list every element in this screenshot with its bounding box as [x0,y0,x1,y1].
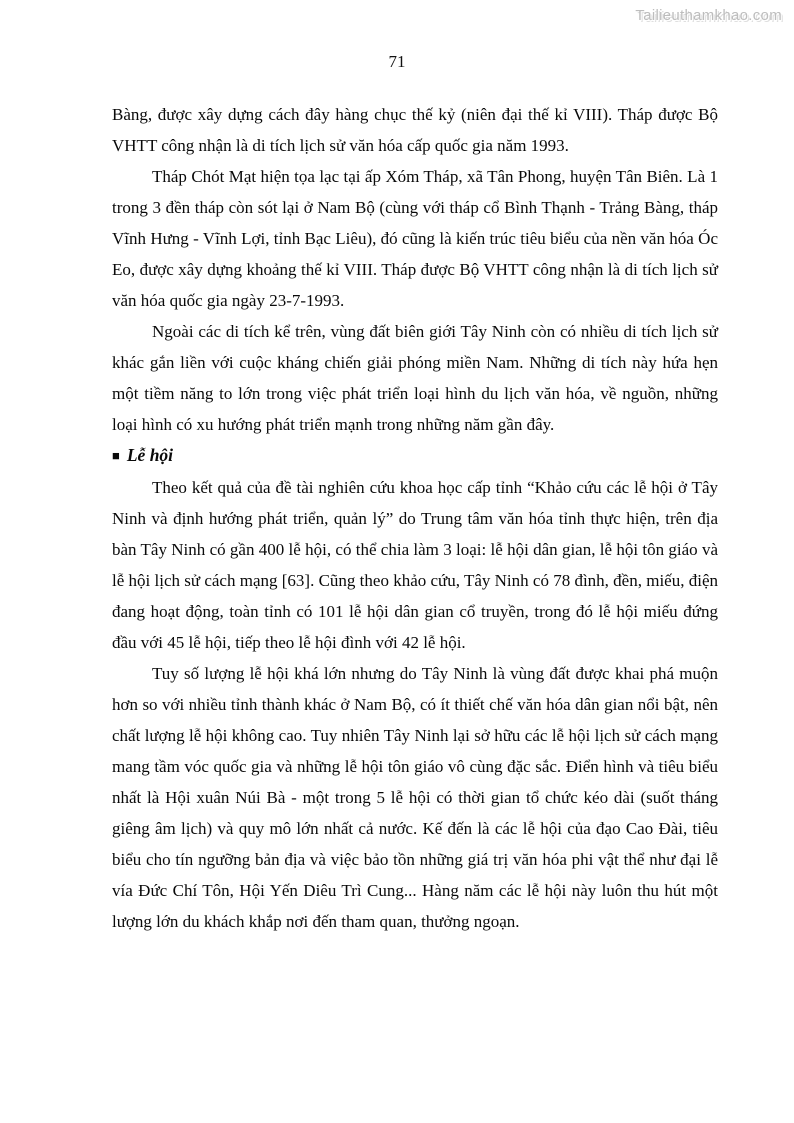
section-heading-text: Lễ hội [126,445,174,465]
paragraph: Bàng, được xây dựng cách đây hàng chục thế kỷ (niên đại thế kỉ VIII). Tháp được Bộ VHTT công nhận là di tích lịch sử văn hóa cấp quốc gia năm 1993. [112,105,718,155]
paragraph: Tuy số lượng lễ hội khá lớn nhưng do Tây Ninh là vùng đất được khai phá muộn hơn so với nhiều tỉnh thành khác ở Nam Bộ, có ít thiết chế văn hóa dân gian nổi bật, nên chất lượng lễ hội không cao. Tuy nhiên Tây Ninh lại sở hữu các lễ hội lịch sử cách mạng mang tầm vóc quốc gia và những lễ hội tôn giáo vô cùng đặc sắc. Điển hình và tiêu biểu nhất là Hội xuân Núi Bà - một trong 5 lễ hội có thời gian tổ chức kéo dài (suốt tháng giêng âm lịch) và quy mô lớn nhất cả nước. Kế đến là các lễ hội của đạo Cao Đài, tiêu biểu cho tín ngưỡng bản địa và việc bảo tồn những giá trị văn hóa phi vật thể như đại lễ vía Đức Chí Tôn, Hội Yến Diêu Trì Cung... Hàng năm các lễ hội này luôn thu hút một lượng lớn du khách khắp nơi đến tham quan, thưởng ngoạn. [112,664,718,931]
square-bullet-icon: ■ [112,448,120,463]
paragraph: Tháp Chót Mạt hiện tọa lạc tại ấp Xóm Tháp, xã Tân Phong, huyện Tân Biên. Là 1 trong 3 đền tháp còn sót lại ở Nam Bộ (cùng với tháp cổ Bình Thạnh - Trảng Bàng, tháp Vĩnh Hưng - Vĩnh Lợi, tỉnh Bạc Liêu), đó cũng là kiến trúc tiêu biểu của nền văn hóa Óc Eo, được xây dựng khoảng thế kỉ VIII. Tháp được Bộ VHTT công nhận là di tích lịch sử văn hóa quốc gia ngày 23-7-1993. [112,167,718,310]
page-number: 71 [388,52,406,71]
site-watermark: Tailieuthamkhao.com [635,7,782,24]
paragraph: Theo kết quả của đề tài nghiên cứu khoa học cấp tỉnh “Khảo cứu các lễ hội ở Tây Ninh và định hướng phát triển, quản lý” do Trung tâm văn hóa tỉnh thực hiện, trên địa bàn Tây Ninh có gần 400 lễ hội, có thể chia làm 3 loại: lễ hội dân gian, lễ hội tôn giáo và lễ hội lịch sử cách mạng [63]. Cũng theo khảo cứu, Tây Ninh có 78 đình, đền, miếu, điện đang hoạt động, toàn tỉnh có 101 lễ hội dân gian cổ truyền, trong đó lễ hội miếu đứng đầu với 45 lễ hội, tiếp theo lễ hội đình với 42 lễ hội. [112,478,718,652]
document-body [112,99,718,937]
section-heading [112,440,718,472]
paragraph: Ngoài các di tích kể trên, vùng đất biên giới Tây Ninh còn có nhiều di tích lịch sử khác gắn liền với cuộc kháng chiến giải phóng miền Nam. Những di tích này hứa hẹn một tiềm năng to lớn trong việc phát triển loại hình du lịch văn hóa, về nguồn, những loại hình có xu hướng phát triển mạnh trong những năm gần đây. [112,322,718,434]
